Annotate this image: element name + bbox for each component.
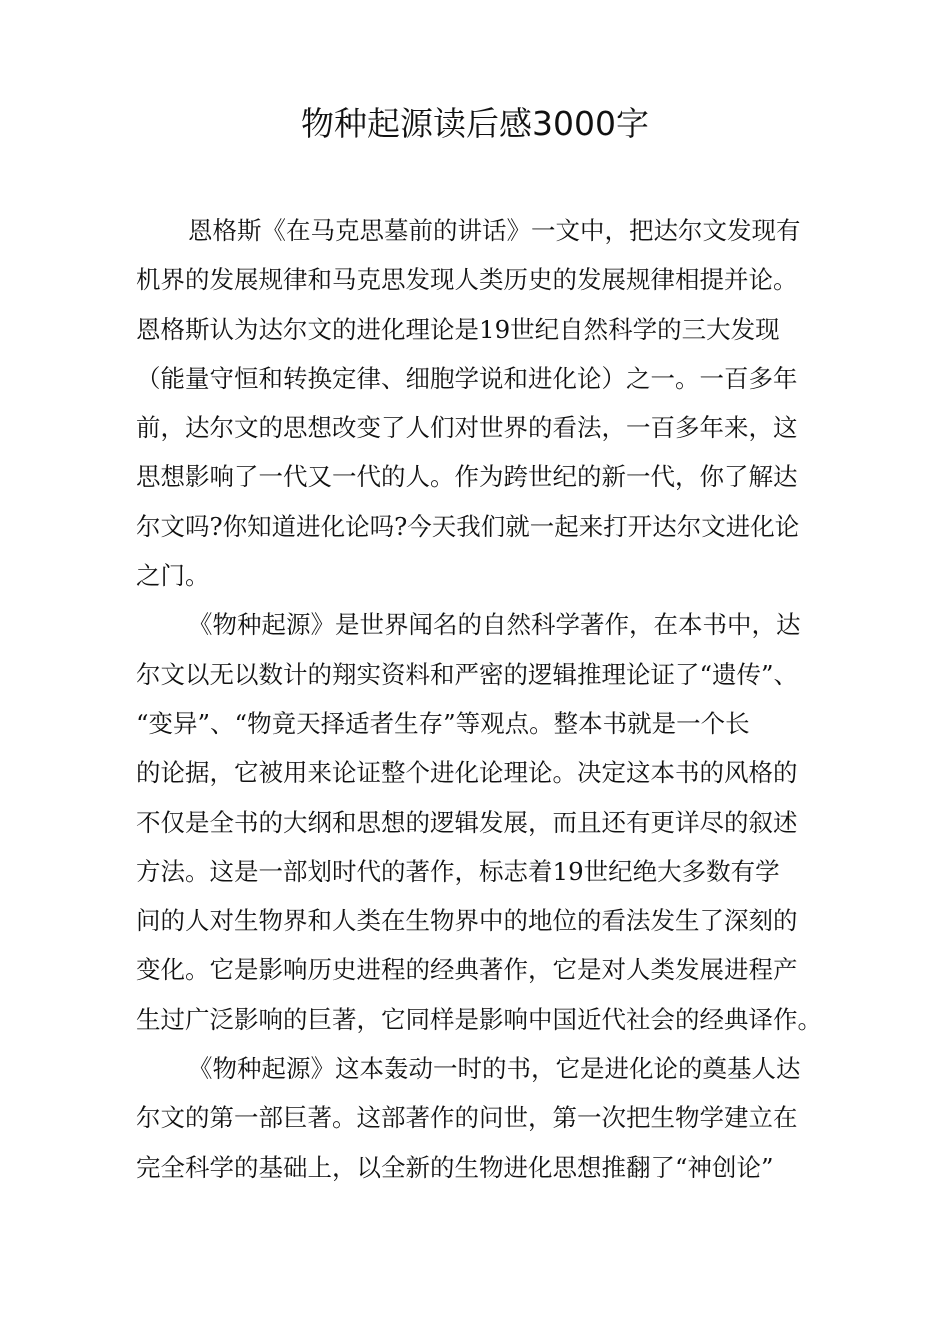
text-line: 尔文的第一部巨著。这部著作的问世，第一次把生物学建立在: [136, 1103, 798, 1133]
text-line: 方法。这是一部划时代的著作，标志着19世纪绝大多数有学: [136, 856, 780, 886]
text-line: “变异”、“物竟天择适者生存”等观点。整本书就是一个长: [136, 708, 750, 738]
text-line: 尔文吗?你知道进化论吗?今天我们就一起来打开达尔文进化论: [136, 511, 800, 541]
text-line: 《物种起源》是世界闻名的自然科学著作，在本书中，达: [188, 610, 801, 640]
text-line: 问的人对生物界和人类在生物界中的地位的看法发生了深刻的: [136, 906, 798, 936]
text-line: 前，达尔文的思想改变了人们对世界的看法，一百多年来，这: [136, 413, 798, 443]
text-line: 恩格斯《在马克思墓前的讲话》一文中，把达尔文发现有: [188, 216, 801, 245]
text-line: 思想影响了一代又一代的人。作为跨世纪的新一代，你了解达: [136, 462, 798, 492]
text-line: 尔文以无以数计的翔实资料和严密的逻辑推理论证了“遗传”、: [136, 659, 799, 689]
text-line: 变化。它是影响历史进程的经典著作，它是对人类发展进程产: [136, 955, 798, 985]
text-line: 恩格斯认为达尔文的进化理论是19世纪自然科学的三大发现: [136, 314, 780, 344]
text-line: 生过广泛影响的巨著，它同样是影响中国近代社会的经典译作。: [136, 1004, 822, 1034]
text-line: 的论据，它被用来论证整个进化论理论。决定这本书的风格的: [136, 758, 798, 788]
text-line: 完全科学的基础上，以全新的生物进化思想推翻了“神创论”: [136, 1152, 774, 1182]
document-title: 物种起源读后感3000字: [301, 104, 649, 143]
text-line: （能量守恒和转换定律、细胞学说和进化论）之一。一百多年: [136, 363, 798, 393]
text-line: 机界的发展规律和马克思发现人类历史的发展规律相提并论。: [136, 265, 798, 295]
document-body: [136, 206, 836, 1192]
text-line: 之门。: [136, 561, 210, 591]
text-line: 《物种起源》这本轰动一时的书，它是进化论的奠基人达: [188, 1054, 801, 1084]
text-line: 不仅是全书的大纲和思想的逻辑发展，而且还有更详尽的叙述: [136, 807, 798, 837]
